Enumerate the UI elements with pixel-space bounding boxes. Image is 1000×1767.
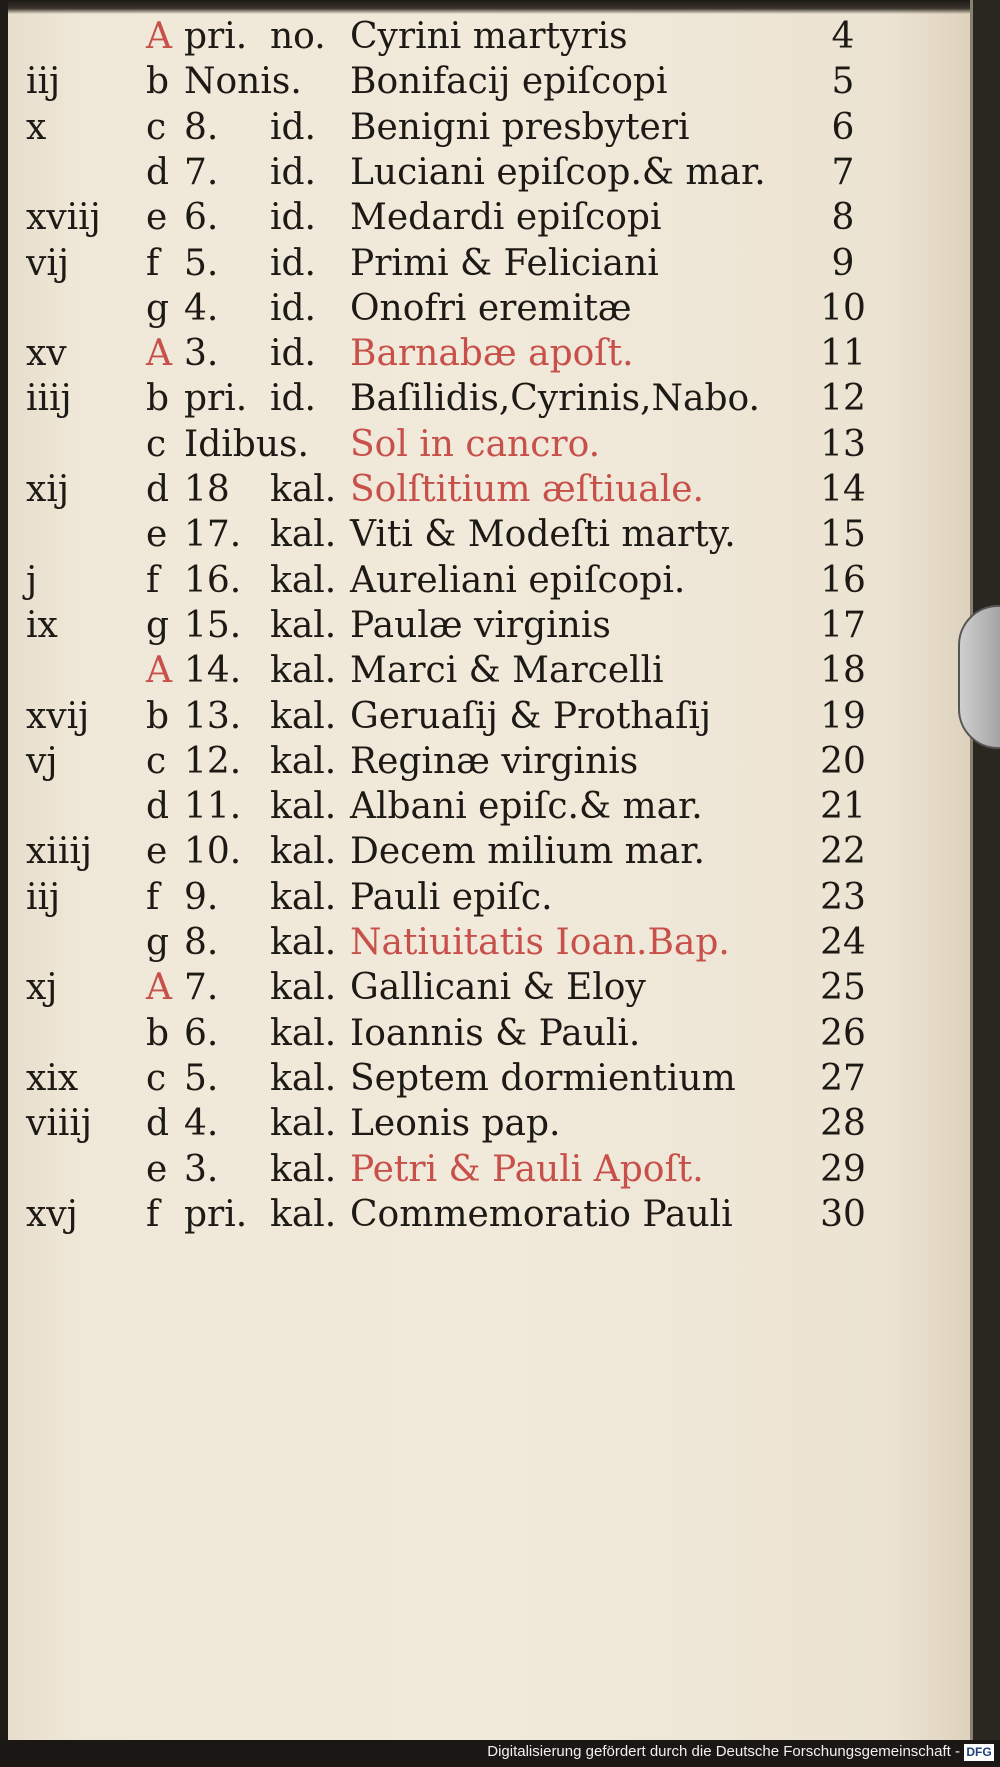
golden-number: xiiij (26, 831, 93, 873)
day-of-month: 7 (831, 151, 855, 193)
feast-name: Barnabæ apoſt. (350, 333, 634, 375)
golden-number: xj (26, 967, 58, 1009)
roman-date-number: 8. (184, 922, 219, 963)
feast-name: Leonis pap. (350, 1103, 561, 1145)
roman-date-abbreviation: kal. (270, 831, 337, 873)
feast-name: Paulæ virginis (350, 604, 611, 646)
day-of-month: 16 (820, 559, 866, 601)
dominical-letter: b (146, 695, 170, 737)
roman-date-number: 7. (184, 151, 219, 193)
calendar-row (0, 514, 960, 562)
day-of-month: 5 (831, 61, 855, 103)
dominical-letter: b (146, 378, 170, 420)
day-of-month: 25 (820, 967, 866, 1009)
day-of-month: 8 (831, 197, 855, 239)
golden-number: xvj (26, 1193, 78, 1235)
golden-number: xij (26, 469, 69, 510)
calendar-row (0, 16, 960, 64)
feast-name: Cyrini martyris (350, 16, 628, 57)
day-of-month: 19 (820, 695, 866, 737)
day-of-month: 13 (820, 423, 866, 465)
roman-date-number: 15. (184, 604, 242, 646)
roman-date-number: 12. (184, 740, 242, 782)
dominical-letter: g (146, 287, 170, 329)
feast-name: Geruaſij & Prothaſij (350, 695, 712, 737)
day-of-month: 28 (820, 1103, 866, 1145)
feast-name: Petri & Pauli Apoſt. (350, 1148, 704, 1190)
roman-date-number: pri. (184, 1193, 248, 1235)
page-clip-tab (958, 605, 1000, 749)
roman-date-abbreviation: id. (270, 333, 317, 375)
dominical-letter: d (146, 1103, 170, 1145)
calendar-row (0, 1149, 960, 1197)
calendar-row (0, 378, 960, 426)
dominical-letter: e (146, 514, 168, 556)
golden-number: iij (26, 61, 61, 103)
calendar-row (0, 243, 960, 291)
roman-date-abbreviation: kal. (270, 1193, 337, 1235)
calendar-row (0, 469, 960, 517)
roman-date-number: 3. (184, 1148, 219, 1190)
calendar-row (0, 333, 960, 381)
roman-date-number: 11. (184, 786, 242, 828)
golden-number: iiij (26, 378, 72, 420)
calendar-row (0, 696, 960, 744)
day-of-month: 14 (820, 469, 866, 510)
feast-name: Natiuitatis Ioan.Bap. (350, 922, 730, 963)
day-of-month: 22 (820, 831, 866, 873)
roman-date-number: Nonis. (184, 61, 302, 103)
dominical-letter: d (146, 469, 170, 510)
roman-date-abbreviation: kal. (270, 740, 337, 782)
feast-name: Pauli epiſc. (350, 876, 553, 918)
day-of-month: 9 (831, 242, 855, 284)
roman-date-number: 7. (184, 967, 219, 1009)
calendar-row (0, 1103, 960, 1151)
day-of-month: 23 (820, 876, 866, 918)
roman-date-abbreviation: id. (270, 151, 317, 193)
roman-date-number: 18 (184, 469, 230, 510)
dominical-letter: f (146, 876, 160, 918)
golden-number: iij (26, 876, 61, 918)
feast-name: Albani epiſc.& mar. (350, 786, 703, 828)
feast-name: Viti & Modeſti marty. (350, 514, 736, 556)
dominical-letter: A (146, 967, 172, 1009)
footer-credit: Digitalisierung gefördert durch die Deutsche Forschungsgemeinschaft - (487, 1743, 960, 1760)
roman-date-number: 6. (184, 1012, 219, 1054)
day-of-month: 6 (831, 106, 855, 148)
roman-date-abbreviation: id. (270, 106, 317, 148)
feast-name: Benigni presbyteri (350, 106, 690, 148)
roman-date-abbreviation: kal. (270, 1057, 337, 1099)
roman-date-number: 3. (184, 333, 219, 375)
dominical-letter: e (146, 831, 168, 873)
golden-number: xvij (26, 695, 90, 737)
calendar-row (0, 288, 960, 336)
calendar-row (0, 741, 960, 789)
calendar-row (0, 650, 960, 698)
dominical-letter: A (146, 16, 172, 57)
golden-number: xviij (26, 197, 101, 239)
roman-date-abbreviation: kal. (270, 1103, 337, 1145)
feast-name: Commemoratio Pauli (350, 1193, 733, 1235)
golden-number: j (26, 559, 38, 601)
feast-name: Aureliani epiſcopi. (350, 559, 686, 601)
feast-name: Sol in cancro. (350, 423, 601, 465)
roman-date-abbreviation: kal. (270, 786, 337, 828)
roman-date-abbreviation: kal. (270, 1012, 337, 1054)
roman-date-abbreviation: id. (270, 287, 317, 329)
roman-date-number: 4. (184, 1103, 219, 1145)
feast-name: Gallicani & Eloy (350, 967, 646, 1009)
calendar-row (0, 831, 960, 879)
day-of-month: 17 (820, 604, 866, 646)
roman-date-abbreviation: kal. (270, 1148, 337, 1190)
dominical-letter: c (146, 423, 167, 465)
roman-date-abbreviation: kal. (270, 559, 337, 601)
calendar-row (0, 197, 960, 245)
roman-date-number: 16. (184, 559, 242, 601)
dominical-letter: b (146, 61, 170, 103)
roman-date-abbreviation: id. (270, 242, 317, 284)
feast-name: Medardi epiſcopi (350, 197, 662, 239)
calendar-row (0, 61, 960, 109)
golden-number: vj (26, 740, 58, 782)
roman-date-abbreviation: kal. (270, 469, 337, 510)
dominical-letter: e (146, 197, 168, 239)
day-of-month: 20 (820, 740, 866, 782)
day-of-month: 4 (831, 16, 855, 57)
roman-date-abbreviation: id. (270, 378, 317, 420)
calendar-row (0, 107, 960, 155)
roman-date-abbreviation: no. (270, 16, 326, 57)
day-of-month: 12 (820, 378, 866, 420)
calendar-row (0, 967, 960, 1015)
feast-name: Solſtitium æſtiuale. (350, 469, 704, 510)
dominical-letter: f (146, 559, 160, 601)
roman-date-number: 4. (184, 287, 219, 329)
footer-bar (0, 1740, 1000, 1767)
dominical-letter: A (146, 333, 172, 375)
dominical-letter: d (146, 786, 170, 828)
day-of-month: 26 (820, 1012, 866, 1054)
roman-date-number: 6. (184, 197, 219, 239)
page-top-edge (0, 0, 970, 14)
calendar-row (0, 605, 960, 653)
roman-date-abbreviation: kal. (270, 876, 337, 918)
calendar-row (0, 786, 960, 834)
calendar-row (0, 1058, 960, 1106)
roman-date-number: 9. (184, 876, 219, 918)
roman-date-number: 17. (184, 514, 242, 556)
calendar-row (0, 560, 960, 608)
roman-date-number: Idibus. (184, 423, 309, 465)
roman-date-number: 5. (184, 1057, 219, 1099)
golden-number: x (26, 106, 47, 148)
roman-date-number: pri. (184, 16, 248, 57)
dominical-letter: c (146, 106, 167, 148)
roman-date-abbreviation: id. (270, 197, 317, 239)
roman-date-number: 8. (184, 106, 219, 148)
dominical-letter: g (146, 604, 170, 646)
day-of-month: 15 (820, 514, 866, 556)
calendar-row (0, 424, 960, 472)
calendar-row (0, 152, 960, 200)
day-of-month: 10 (820, 287, 866, 329)
golden-number: xv (26, 333, 67, 375)
dominical-letter: c (146, 740, 167, 782)
dominical-letter: d (146, 151, 170, 193)
feast-name: Luciani epiſcop.& mar. (350, 151, 766, 193)
day-of-month: 18 (820, 650, 866, 692)
golden-number: vij (26, 242, 70, 284)
calendar-row (0, 922, 960, 970)
roman-date-number: pri. (184, 378, 248, 420)
roman-date-abbreviation: kal. (270, 514, 337, 556)
golden-number: viiij (26, 1103, 93, 1145)
calendar-row (0, 1194, 960, 1242)
day-of-month: 11 (820, 333, 866, 375)
feast-name: Reginæ virginis (350, 740, 639, 782)
roman-date-number: 5. (184, 242, 219, 284)
feast-name: Onofri eremitæ (350, 287, 632, 329)
feast-name: Marci & Marcelli (350, 650, 664, 692)
dominical-letter: g (146, 922, 170, 963)
day-of-month: 29 (820, 1148, 866, 1190)
roman-date-number: 10. (184, 831, 242, 873)
feast-name: Septem dormientium (350, 1057, 736, 1099)
dominical-letter: c (146, 1057, 167, 1099)
feast-name: Decem milium mar. (350, 831, 705, 873)
roman-date-abbreviation: kal. (270, 922, 337, 963)
roman-date-abbreviation: kal. (270, 967, 337, 1009)
dominical-letter: e (146, 1148, 168, 1190)
calendar-row (0, 1013, 960, 1061)
dfg-logo: DFG (964, 1744, 994, 1761)
roman-date-abbreviation: kal. (270, 650, 337, 692)
day-of-month: 21 (820, 786, 866, 828)
feast-name: Bonifacij epiſcopi (350, 61, 668, 103)
golden-number: xix (26, 1057, 79, 1099)
roman-date-abbreviation: kal. (270, 604, 337, 646)
day-of-month: 27 (820, 1057, 866, 1099)
dominical-letter: f (146, 242, 160, 284)
day-of-month: 24 (820, 922, 866, 963)
day-of-month: 30 (820, 1193, 866, 1235)
feast-name: Baſilidis,Cyrinis,Nabo. (350, 378, 760, 420)
roman-date-abbreviation: kal. (270, 695, 337, 737)
roman-date-number: 13. (184, 695, 242, 737)
roman-date-number: 14. (184, 650, 242, 692)
calendar-row (0, 877, 960, 925)
feast-name: Ioannis & Pauli. (350, 1012, 641, 1054)
golden-number: ix (26, 604, 58, 646)
dominical-letter: A (146, 650, 172, 692)
dominical-letter: b (146, 1012, 170, 1054)
feast-name: Primi & Feliciani (350, 242, 659, 284)
dominical-letter: f (146, 1193, 160, 1235)
